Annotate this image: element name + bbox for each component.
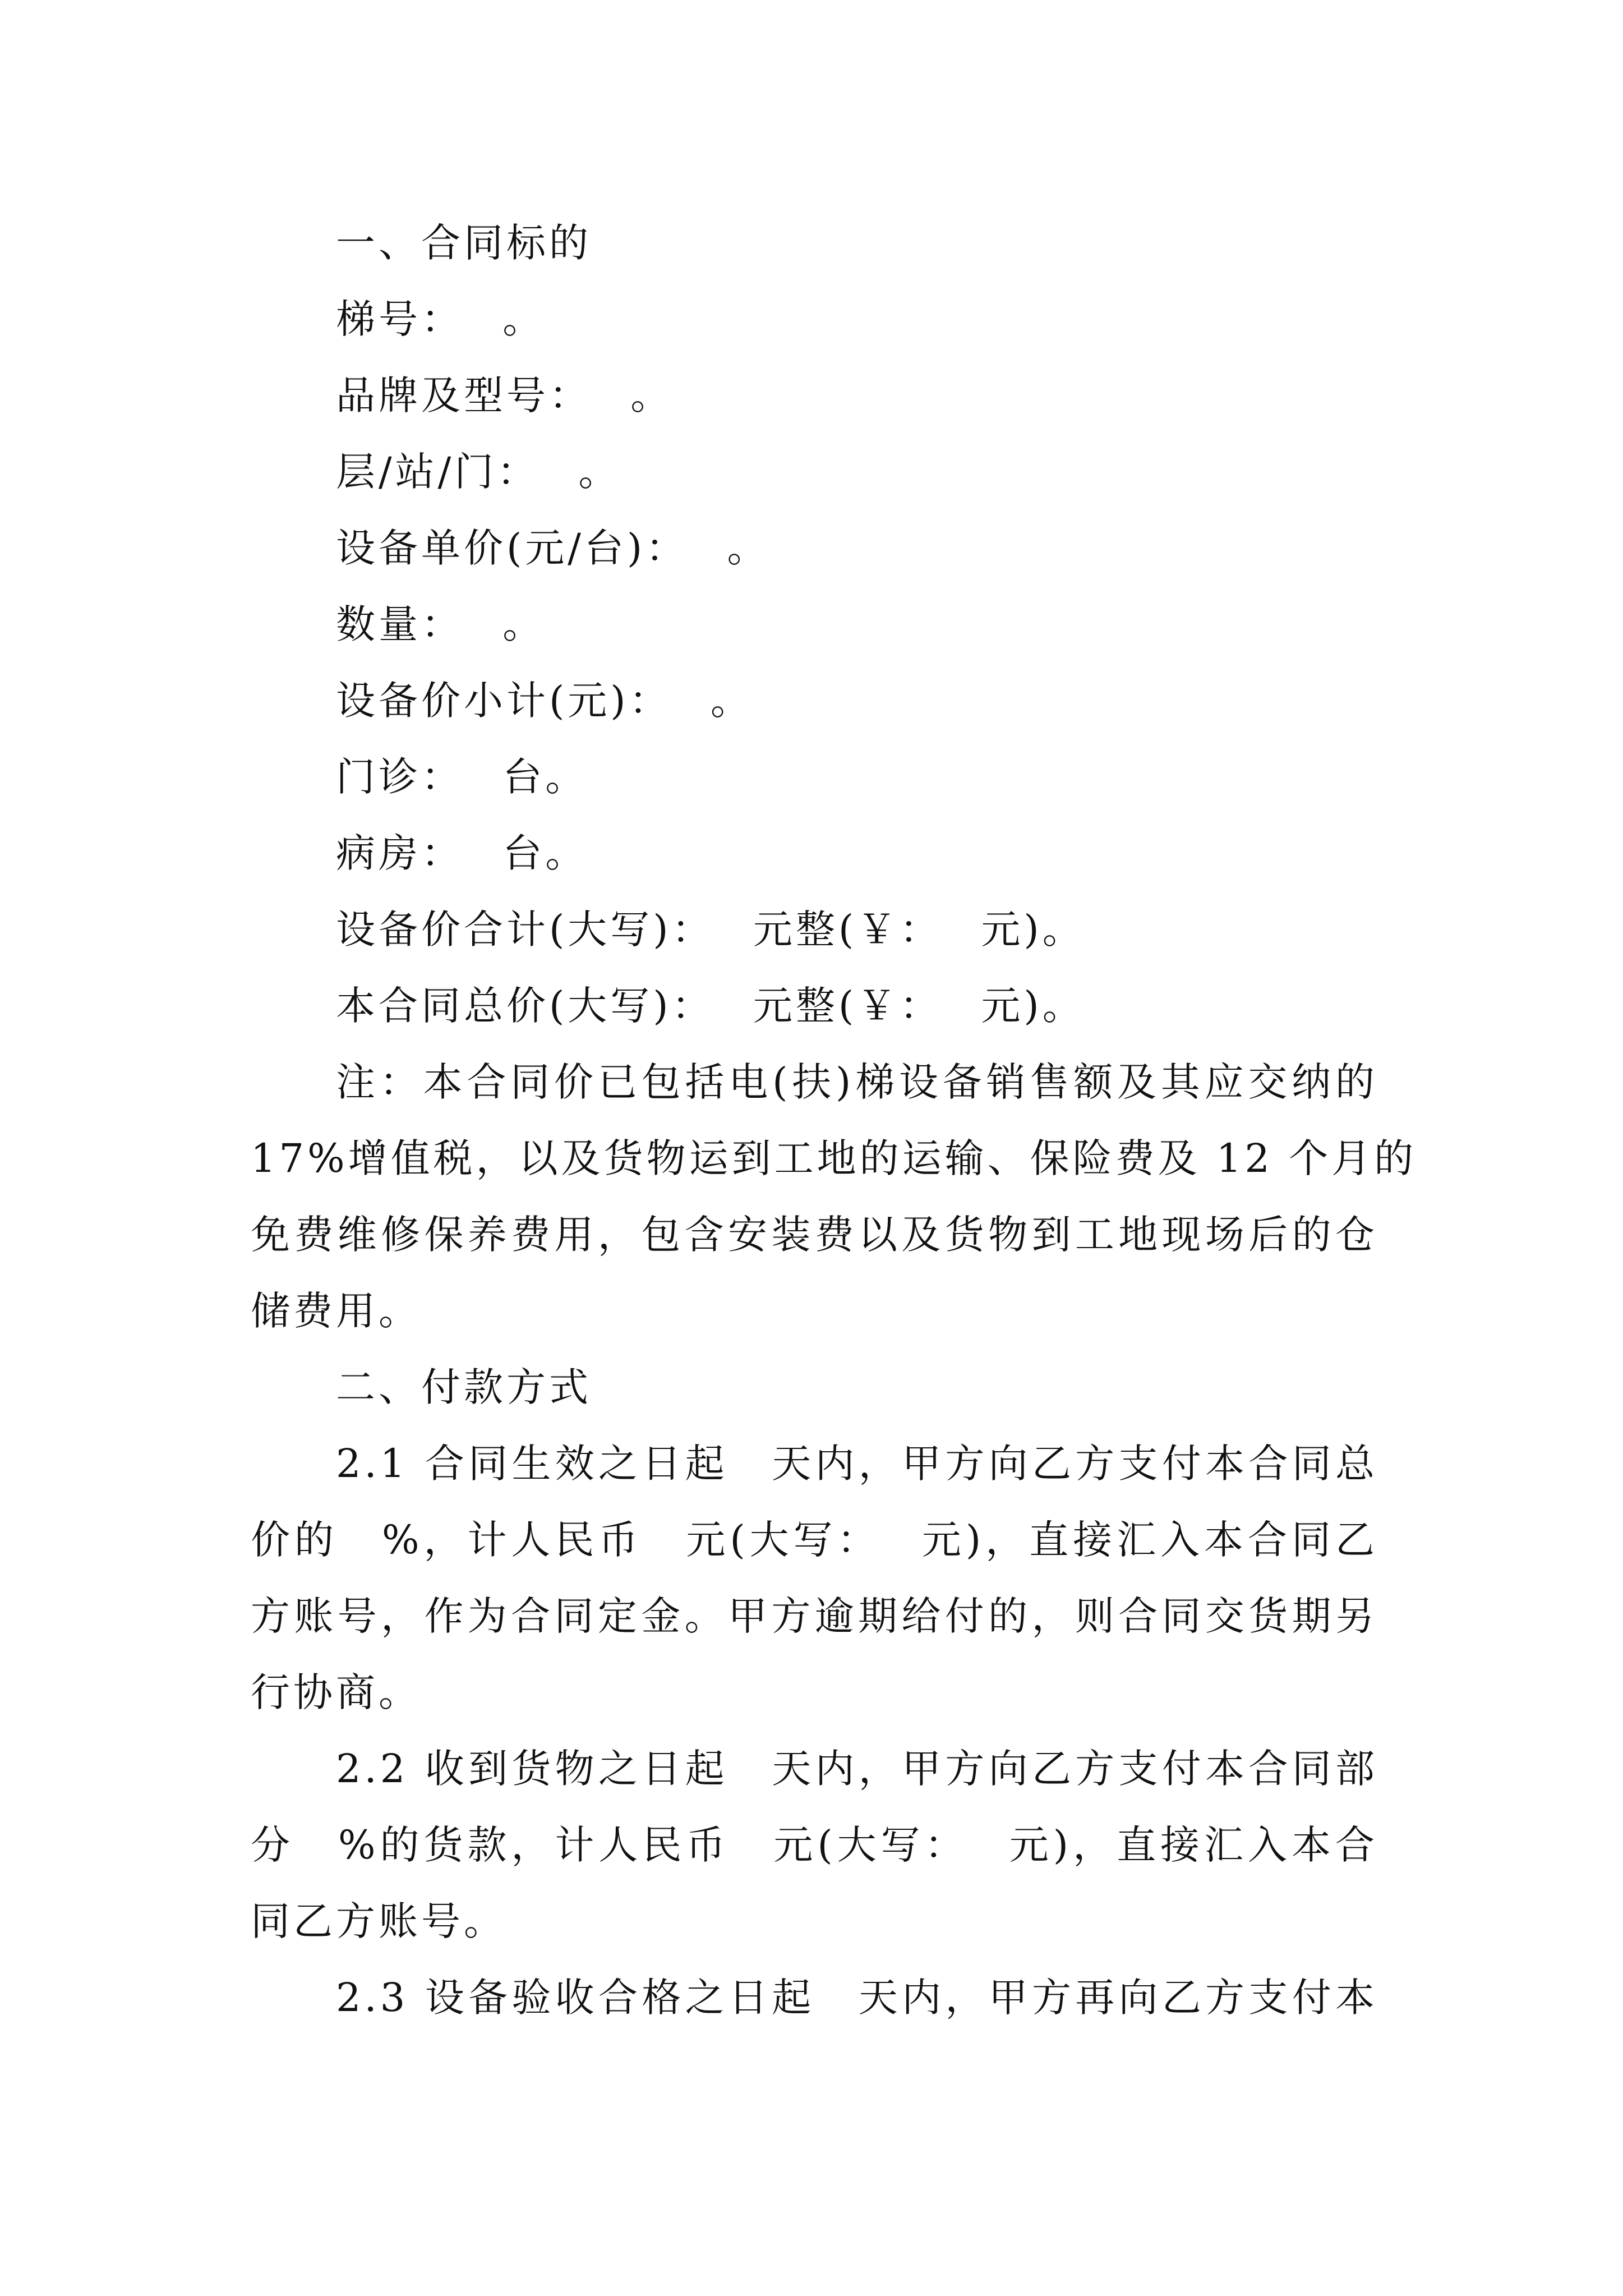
field-elevator-no: 梯号： 。 xyxy=(336,296,546,342)
field-contract-total: 本合同总价(大写)： 元整(￥： 元)。 xyxy=(336,983,1085,1029)
field-quantity: 数量： 。 xyxy=(336,601,546,647)
note-line: 注：本合同价已包括电(扶)梯设备销售额及其应交纳的 xyxy=(336,1059,1378,1105)
field-ward: 病房： 台。 xyxy=(336,830,588,876)
section-heading-payment: 二、付款方式 xyxy=(336,1364,592,1410)
clause-2-1-line: 价的 %，计人民币 元(大写： 元)，直接汇入本合同乙 xyxy=(251,1517,1378,1563)
clause-2-2-line: 同乙方账号。 xyxy=(251,1898,506,1944)
contract-text xyxy=(251,205,1417,2036)
clause-2-1-line: 行协商。 xyxy=(251,1669,421,1715)
note-line: 免费维修保养费用，包含安装费以及货物到工地现场后的仓 xyxy=(251,1212,1378,1258)
field-floor-stop-door: 层/站/门： 。 xyxy=(336,449,621,495)
section-heading-subject: 一、合同标的 xyxy=(336,220,592,266)
note-line: 储费用。 xyxy=(251,1288,421,1334)
clause-2-1-line: 2.1 合同生效之日起 天内，甲方向乙方支付本合同总 xyxy=(336,1441,1378,1487)
clause-2-3-line: 2.3 设备验收合格之日起 天内，甲方再向乙方支付本 xyxy=(336,1975,1378,2021)
field-outpatient: 门诊： 台。 xyxy=(336,754,588,800)
field-equipment-total: 设备价合计(大写)： 元整(￥： 元)。 xyxy=(336,907,1085,953)
field-brand-model: 品牌及型号： 。 xyxy=(336,372,674,418)
field-unit-price: 设备单价(元/台)： 。 xyxy=(336,525,770,571)
clause-2-1-line: 方账号，作为合同定金。甲方逾期给付的，则合同交货期另 xyxy=(251,1593,1378,1639)
field-subtotal: 设备价小计(元)： 。 xyxy=(336,678,753,724)
note-line: 17%增值税，以及货物运到工地的运输、保险费及 12 个月的 xyxy=(251,1135,1417,1181)
clause-2-2-line: 分 %的货款，计人民币 元(大写： 元)，直接汇入本合 xyxy=(251,1822,1378,1868)
clause-2-2-line: 2.2 收到货物之日起 天内，甲方向乙方支付本合同部 xyxy=(336,1746,1378,1792)
